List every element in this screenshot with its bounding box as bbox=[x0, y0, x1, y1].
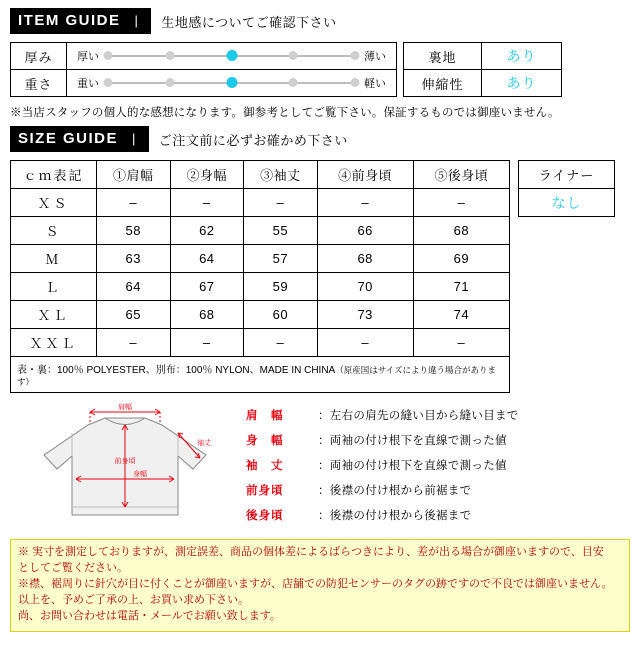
col-header-back: ⑤後身頃 bbox=[413, 161, 509, 189]
liner-box bbox=[518, 160, 615, 217]
table-row bbox=[519, 161, 615, 189]
cell-l-body: 67 bbox=[170, 273, 244, 301]
slider-node-3-selected[interactable] bbox=[226, 77, 237, 88]
measurement-legend bbox=[246, 403, 630, 532]
size-guide-title-block bbox=[10, 126, 149, 152]
cell-l-front: 70 bbox=[317, 273, 413, 301]
item-guide-subtitle: 生地感についてご確認下さい bbox=[161, 14, 337, 30]
slider-node-4[interactable] bbox=[289, 78, 298, 87]
col-header-shoulder: ①肩幅 bbox=[97, 161, 171, 189]
weight-right-label: 軽い bbox=[364, 78, 386, 90]
slider-node-1[interactable] bbox=[104, 78, 113, 87]
cell-xxl-front: – bbox=[317, 329, 413, 357]
size-guide-title-separator: | bbox=[132, 131, 137, 146]
thickness-left-label: 厚い bbox=[77, 51, 99, 63]
cell-xxl-shoulder: – bbox=[97, 329, 171, 357]
item-guide-body bbox=[10, 42, 630, 97]
cell-l-sleeve: 59 bbox=[244, 273, 318, 301]
cell-xl-sleeve: 60 bbox=[244, 301, 318, 329]
table-row bbox=[11, 70, 397, 97]
col-header-cm: ｃｍ表記 bbox=[11, 161, 97, 189]
cell-l-shoulder: 64 bbox=[97, 273, 171, 301]
legend-desc-back: ：後襟の付け根から後裾まで bbox=[318, 510, 472, 522]
size-guide-page bbox=[0, 8, 640, 648]
legend-item-back bbox=[246, 507, 630, 523]
row-size-xl: ＸＬ bbox=[11, 301, 97, 329]
row-size-s: Ｓ bbox=[11, 217, 97, 245]
thickness-slider[interactable] bbox=[108, 49, 355, 63]
notice-line-3: ※襟、裾周りに針穴が目に付くことが御座いますが、店舗での防犯センサーのタグの跡ですので不良では御座いません。 bbox=[18, 577, 613, 590]
table-row bbox=[11, 245, 510, 273]
notice-line-5: 尚、お問い合わせは電話・メールでお願い致します。 bbox=[18, 609, 281, 622]
legend-desc-sleeve: ：両袖の付け根下を直線で測った値 bbox=[318, 460, 507, 472]
legend-item-sleeve bbox=[246, 457, 630, 473]
table-header-row bbox=[11, 161, 510, 189]
notice-line-2: としてご覧ください。 bbox=[18, 561, 128, 574]
material-note: 表・裏：100％ POLYESTER、別布：100％ NYLON、MADE IN CHINA bbox=[17, 365, 336, 376]
legend-desc-front: ：後襟の付け根から前裾まで bbox=[318, 485, 472, 497]
cell-l-back: 71 bbox=[413, 273, 509, 301]
size-guide-title: SIZE GUIDE bbox=[18, 130, 119, 147]
bottom-notice bbox=[10, 539, 630, 632]
cell-xxl-body: – bbox=[170, 329, 244, 357]
item-guide-title-separator: | bbox=[134, 13, 140, 28]
size-table bbox=[10, 160, 510, 393]
notice-line-1: ※ 実寸を測定しておりますが、測定誤差、商品の個体差によるばらつきにより、差が出る場合が御座いますので、目安 bbox=[18, 546, 604, 558]
legend-desc-body: ：両袖の付け根下を直線で測った値 bbox=[318, 435, 507, 447]
item-guide-title-block bbox=[10, 8, 151, 34]
size-guide-header bbox=[10, 126, 630, 152]
legend-item-shoulder bbox=[246, 407, 630, 423]
table-row bbox=[404, 70, 562, 97]
cell-xs-back: – bbox=[413, 189, 509, 217]
slider-node-2[interactable] bbox=[165, 51, 174, 60]
cell-xs-body: – bbox=[170, 189, 244, 217]
lining-label: 裏地 bbox=[404, 43, 482, 70]
row-size-l: Ｌ bbox=[11, 273, 97, 301]
fabric-feel-table bbox=[10, 42, 397, 97]
cell-m-front: 68 bbox=[317, 245, 413, 273]
stretch-label: 伸縮性 bbox=[404, 70, 482, 97]
slider-node-1[interactable] bbox=[104, 51, 113, 60]
cell-xl-body: 68 bbox=[170, 301, 244, 329]
table-footer-row bbox=[11, 357, 510, 393]
weight-slider-cell bbox=[67, 70, 397, 97]
cell-m-back: 69 bbox=[413, 245, 509, 273]
table-row bbox=[11, 301, 510, 329]
table-row bbox=[11, 189, 510, 217]
cell-m-sleeve: 57 bbox=[244, 245, 318, 273]
liner-value: なし bbox=[519, 189, 615, 217]
weight-slider[interactable] bbox=[108, 76, 355, 90]
table-row bbox=[11, 43, 397, 70]
item-guide-title: ITEM GUIDE bbox=[18, 12, 121, 29]
cell-xxl-sleeve: – bbox=[244, 329, 318, 357]
table-row bbox=[519, 189, 615, 217]
size-table-area bbox=[10, 160, 630, 393]
col-header-front: ④前身頃 bbox=[317, 161, 413, 189]
legend-item-front bbox=[246, 482, 630, 498]
cell-s-sleeve: 55 bbox=[244, 217, 318, 245]
weight-left-label: 重い bbox=[77, 78, 99, 90]
cell-xl-front: 73 bbox=[317, 301, 413, 329]
front-length-label: 前身頃 bbox=[114, 458, 136, 465]
table-row bbox=[11, 217, 510, 245]
legend-term-body: 身 幅 bbox=[246, 435, 284, 447]
slider-node-2[interactable] bbox=[165, 78, 174, 87]
material-note-small: （原産国はサイズにより違う場合があります） bbox=[17, 365, 497, 387]
legend-term-shoulder: 肩 幅 bbox=[246, 410, 284, 422]
cell-xl-shoulder: 65 bbox=[97, 301, 171, 329]
body-width-label: 身幅 bbox=[133, 471, 147, 478]
lining-stretch-table bbox=[403, 42, 562, 97]
legend-term-front: 前身頃 bbox=[246, 485, 284, 497]
table-row bbox=[11, 273, 510, 301]
cell-xs-shoulder: – bbox=[97, 189, 171, 217]
table-row bbox=[11, 329, 510, 357]
cell-xs-front: – bbox=[317, 189, 413, 217]
legend-term-back: 後身頃 bbox=[246, 510, 284, 522]
liner-table bbox=[518, 160, 615, 217]
slider-node-5[interactable] bbox=[351, 78, 360, 87]
cell-xs-sleeve: – bbox=[244, 189, 318, 217]
col-header-body: ②身幅 bbox=[170, 161, 244, 189]
item-guide-disclaimer: ※当店スタッフの個人的な感想になります。御参考としてご覧下さい。保証するものでは御座いません。 bbox=[10, 107, 560, 119]
cell-m-body: 64 bbox=[170, 245, 244, 273]
legend-desc-shoulder: ：左右の肩先の縫い目から縫い目まで bbox=[318, 410, 519, 422]
weight-label: 重さ bbox=[11, 70, 67, 97]
row-size-xxl: ＸＸＬ bbox=[11, 329, 97, 357]
thickness-slider-cell bbox=[67, 43, 397, 70]
cell-s-back: 68 bbox=[413, 217, 509, 245]
col-header-sleeve: ③袖丈 bbox=[244, 161, 318, 189]
material-note-cell bbox=[11, 357, 510, 393]
shoulder-label: 肩幅 bbox=[118, 404, 132, 411]
cell-xxl-back: – bbox=[413, 329, 509, 357]
cell-xl-back: 74 bbox=[413, 301, 509, 329]
slider-node-4[interactable] bbox=[289, 51, 298, 60]
item-guide-header bbox=[10, 8, 630, 34]
table-row bbox=[404, 43, 562, 70]
legend-item-body bbox=[246, 432, 630, 448]
size-guide-subtitle: ご注文前に必ずお確かめ下さい bbox=[158, 132, 348, 148]
legend-term-sleeve: 袖 丈 bbox=[246, 460, 284, 472]
sleeve-label: 袖丈 bbox=[197, 440, 211, 447]
slider-node-5[interactable] bbox=[351, 51, 360, 60]
thickness-right-label: 薄い bbox=[364, 51, 386, 63]
cell-s-shoulder: 58 bbox=[97, 217, 171, 245]
row-size-xs: ＸＳ bbox=[11, 189, 97, 217]
garment-diagram bbox=[10, 403, 240, 533]
stretch-value: あり bbox=[482, 70, 562, 97]
cell-s-front: 66 bbox=[317, 217, 413, 245]
thickness-label: 厚み bbox=[11, 43, 67, 70]
row-size-m: Ｍ bbox=[11, 245, 97, 273]
lining-value: あり bbox=[482, 43, 562, 70]
liner-label: ライナー bbox=[519, 161, 615, 189]
notice-line-4: 以上を、予めご了承の上、お買い求め下さい。 bbox=[18, 593, 249, 606]
cell-s-body: 62 bbox=[170, 217, 244, 245]
cell-m-shoulder: 63 bbox=[97, 245, 171, 273]
slider-node-3-selected[interactable] bbox=[226, 50, 237, 61]
measurement-diagram-area bbox=[10, 403, 630, 533]
